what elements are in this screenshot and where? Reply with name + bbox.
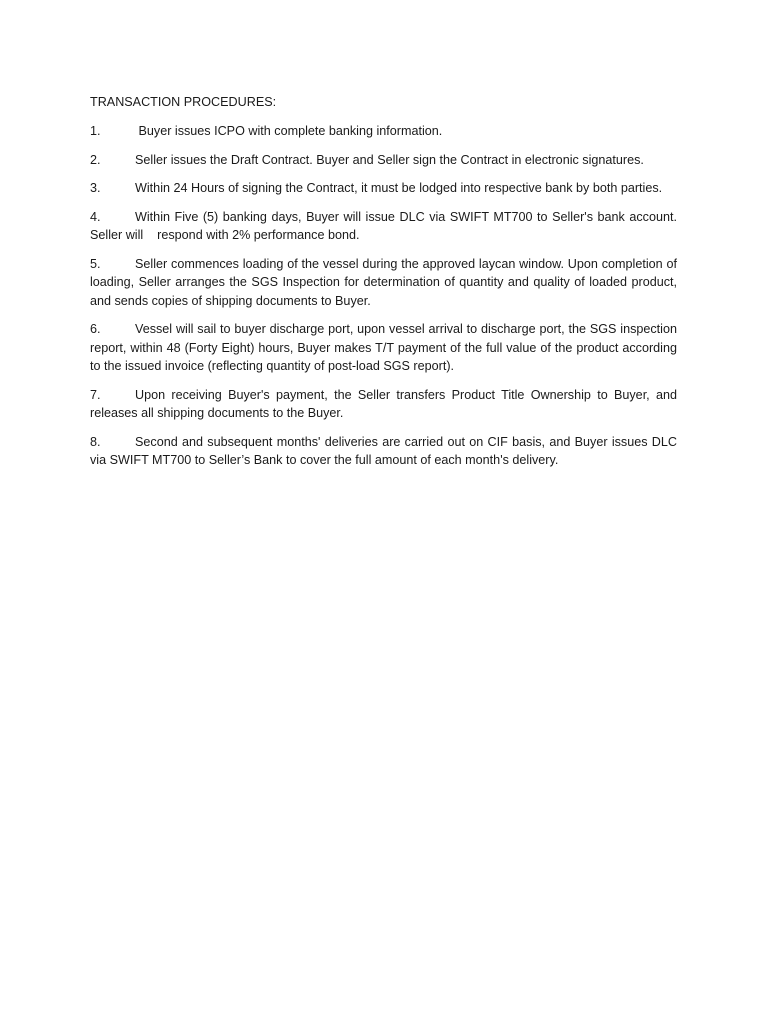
item-number: 6. xyxy=(90,322,101,336)
item-text: Buyer issues ICPO with complete banking information. xyxy=(135,124,443,138)
item-text: Seller commences loading of the vessel during the approved laycan window. Upon completion of loading, Seller arranges the SGS Inspection for determination of quantity and quality of loaded product, and sends copies of shipping documents to Buyer. xyxy=(90,256,677,308)
procedure-item-6 xyxy=(90,320,677,376)
item-text: Upon receiving Buyer's payment, the Seller transfers Product Title Ownership to Buyer, and releases all shipping documents to the Buyer. xyxy=(90,387,677,420)
procedure-item-3 xyxy=(90,179,677,198)
item-number: 8. xyxy=(90,434,101,449)
item-number: 7. xyxy=(90,387,101,402)
procedure-item-4 xyxy=(90,208,681,245)
item-number: 4. xyxy=(90,209,101,224)
procedure-item-2 xyxy=(90,151,677,170)
document-page xyxy=(90,93,681,480)
item-text: Seller issues the Draft Contract. Buyer and Seller sign the Contract in electronic signatures. xyxy=(135,152,644,167)
item-number: 3. xyxy=(90,181,101,195)
item-text: Within 24 Hours of signing the Contract, it must be lodged into respective bank by both parties. xyxy=(135,181,663,195)
document-heading: TRANSACTION PROCEDURES: xyxy=(90,95,277,109)
procedure-item-1 xyxy=(90,122,677,141)
item-number: 1. xyxy=(90,124,101,138)
procedure-item-5 xyxy=(90,255,677,311)
item-number: 2. xyxy=(90,152,101,167)
procedure-item-7 xyxy=(90,386,677,423)
item-number: 5. xyxy=(90,256,101,271)
item-text: Second and subsequent months' deliveries are carried out on CIF basis, and Buyer issues DLC via SWIFT MT700 to Seller’s Bank to cover the full amount of each month's delivery. xyxy=(90,434,677,467)
item-text: Within Five (5) banking days, Buyer will issue DLC via SWIFT MT700 to Seller's bank account. Seller will respond with 2% performance bond. xyxy=(90,209,681,242)
procedure-item-8 xyxy=(90,433,677,470)
item-text: Vessel will sail to buyer discharge port, upon vessel arrival to discharge port, the SGS inspection report, within 48 (Forty Eight) hours, Buyer makes T/T payment of the full value of the product according to the issued invoice (reflecting quantity of post-load SGS report). xyxy=(90,322,677,373)
